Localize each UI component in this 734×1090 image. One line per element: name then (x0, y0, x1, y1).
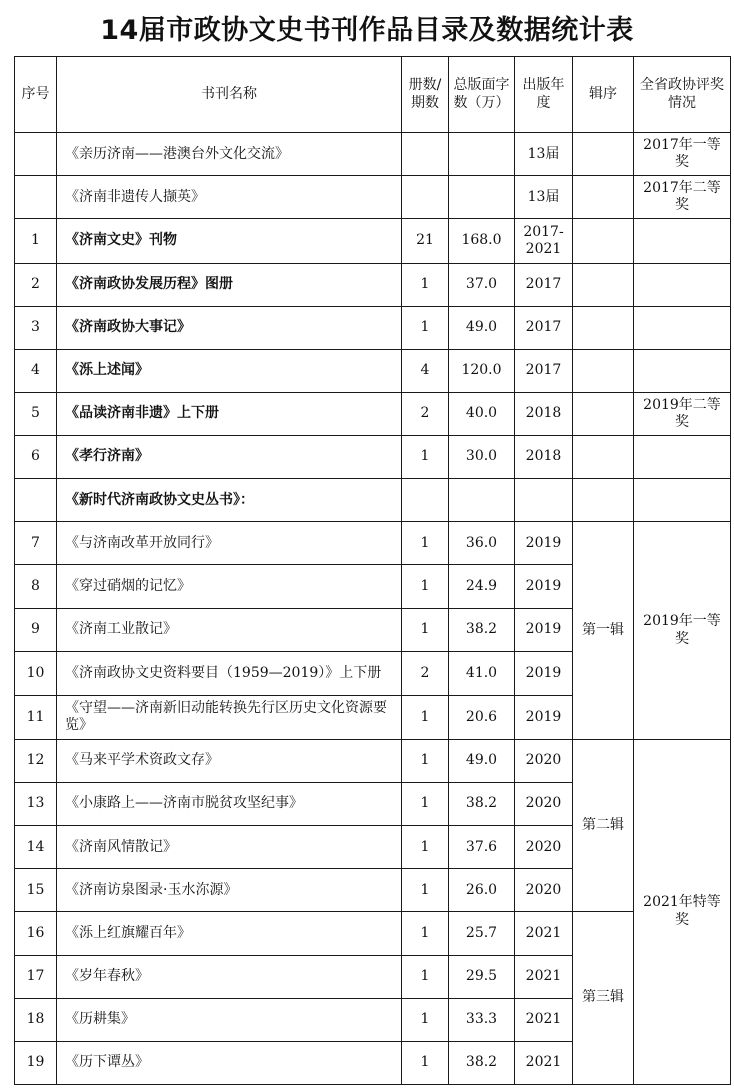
cell-series (573, 349, 634, 392)
cell-words: 37.6 (449, 826, 515, 869)
cell-words: 38.2 (449, 608, 515, 651)
cell-words: 30.0 (449, 436, 515, 479)
cell-name: 《与济南改革开放同行》 (57, 522, 402, 565)
cell-words: 49.0 (449, 306, 515, 349)
cell-volumes: 1 (402, 565, 449, 608)
cell-award (634, 436, 731, 479)
header-words: 总版面字数（万） (449, 57, 515, 133)
cell-series (573, 479, 634, 522)
cell-words (449, 176, 515, 219)
cell-seq: 7 (15, 522, 57, 565)
cell-words: 120.0 (449, 349, 515, 392)
cell-series-merged: 第二辑 (573, 739, 634, 912)
cell-seq: 14 (15, 826, 57, 869)
cell-volumes: 1 (402, 998, 449, 1041)
cell-words: 40.0 (449, 392, 515, 435)
cell-seq: 13 (15, 783, 57, 826)
cell-award-merged: 2021年特等奖 (634, 739, 731, 1084)
cell-name: 《济南工业散记》 (57, 608, 402, 651)
cell-words: 29.5 (449, 955, 515, 998)
table-row (15, 133, 731, 176)
table-row (15, 912, 731, 955)
cell-year: 2018 (515, 436, 573, 479)
cell-volumes: 1 (402, 826, 449, 869)
cell-words: 25.7 (449, 912, 515, 955)
cell-seq: 4 (15, 349, 57, 392)
cell-year: 2021 (515, 998, 573, 1041)
cell-award-merged: 2019年一等奖 (634, 522, 731, 740)
cell-name: 《济南政协文史资料要目（1959—2019）》上下册 (57, 651, 402, 695)
header-seq: 序号 (15, 57, 57, 133)
cell-name: 《孝行济南》 (57, 436, 402, 479)
cell-name: 《亲历济南——港澳台外文化交流》 (57, 133, 402, 176)
header-volumes: 册数/期数 (402, 57, 449, 133)
cell-series-merged: 第三辑 (573, 912, 634, 1085)
cell-series (573, 219, 634, 263)
cell-year: 13届 (515, 176, 573, 219)
cell-award (634, 479, 731, 522)
cell-year: 2017 (515, 306, 573, 349)
cell-year: 2017 (515, 263, 573, 306)
cell-name: 《品读济南非遗》上下册 (57, 392, 402, 435)
cell-seq: 2 (15, 263, 57, 306)
cell-volumes: 1 (402, 695, 449, 739)
cell-words: 26.0 (449, 869, 515, 912)
header-award: 全省政协评奖情况 (634, 57, 731, 133)
cell-words: 37.0 (449, 263, 515, 306)
cell-series (573, 436, 634, 479)
cell-year: 2021 (515, 955, 573, 998)
cell-words: 38.2 (449, 783, 515, 826)
cell-year: 2019 (515, 695, 573, 739)
cell-award: 2017年一等奖 (634, 133, 731, 176)
cell-name: 《历耕集》 (57, 998, 402, 1041)
cell-words: 24.9 (449, 565, 515, 608)
table-row (15, 349, 731, 392)
cell-volumes: 1 (402, 263, 449, 306)
cell-name: 《新时代济南政协文史丛书》： (57, 479, 402, 522)
page-title: 14届市政协文史书刊作品目录及数据统计表 (100, 15, 634, 46)
cell-seq: 17 (15, 955, 57, 998)
cell-volumes: 1 (402, 783, 449, 826)
cell-name: 《历下谭丛》 (57, 1041, 402, 1084)
cell-volumes: 4 (402, 349, 449, 392)
header-row (15, 57, 731, 133)
cell-name: 《小康路上——济南市脱贫攻坚纪事》 (57, 783, 402, 826)
table-row (15, 176, 731, 219)
cell-name: 《守望——济南新旧动能转换先行区历史文化资源要览》 (57, 695, 402, 739)
cell-year (515, 479, 573, 522)
catalog-table-wrapper (14, 56, 730, 1085)
cell-name: 《马来平学术资政文存》 (57, 739, 402, 782)
cell-words (449, 479, 515, 522)
cell-name: 《济南风情散记》 (57, 826, 402, 869)
cell-name: 《泺上述闻》 (57, 349, 402, 392)
cell-seq: 16 (15, 912, 57, 955)
cell-words: 168.0 (449, 219, 515, 263)
cell-name: 《岁年春秋》 (57, 955, 402, 998)
cell-series (573, 133, 634, 176)
cell-volumes: 1 (402, 608, 449, 651)
cell-award (634, 263, 731, 306)
cell-volumes: 1 (402, 306, 449, 349)
table-row (15, 479, 731, 522)
table-row (15, 436, 731, 479)
cell-words: 36.0 (449, 522, 515, 565)
catalog-table (14, 56, 731, 1085)
cell-name: 《济南政协大事记》 (57, 306, 402, 349)
cell-seq: 8 (15, 565, 57, 608)
cell-volumes: 21 (402, 219, 449, 263)
cell-year: 2020 (515, 783, 573, 826)
cell-year: 2020 (515, 869, 573, 912)
cell-volumes: 2 (402, 651, 449, 695)
cell-series (573, 263, 634, 306)
cell-seq: 1 (15, 219, 57, 263)
cell-year: 2021 (515, 912, 573, 955)
cell-volumes: 1 (402, 869, 449, 912)
cell-words: 20.6 (449, 695, 515, 739)
cell-volumes: 2 (402, 392, 449, 435)
table-row (15, 392, 731, 435)
cell-year: 2018 (515, 392, 573, 435)
cell-seq: 3 (15, 306, 57, 349)
cell-seq: 18 (15, 998, 57, 1041)
cell-volumes: 1 (402, 1041, 449, 1084)
cell-award (634, 219, 731, 263)
cell-seq: 5 (15, 392, 57, 435)
cell-year: 13届 (515, 133, 573, 176)
cell-year: 2017-2021 (515, 219, 573, 263)
cell-year: 2020 (515, 826, 573, 869)
table-row (15, 522, 731, 565)
cell-volumes (402, 133, 449, 176)
cell-year: 2021 (515, 1041, 573, 1084)
cell-series (573, 306, 634, 349)
cell-series (573, 176, 634, 219)
cell-words: 38.2 (449, 1041, 515, 1084)
cell-seq: 6 (15, 436, 57, 479)
cell-seq (15, 133, 57, 176)
cell-name: 《济南非遗传人撷英》 (57, 176, 402, 219)
cell-seq: 9 (15, 608, 57, 651)
cell-award: 2017年二等奖 (634, 176, 731, 219)
cell-words (449, 133, 515, 176)
cell-seq (15, 176, 57, 219)
table-row (15, 263, 731, 306)
cell-seq: 12 (15, 739, 57, 782)
table-row (15, 739, 731, 782)
cell-name: 《济南政协发展历程》图册 (57, 263, 402, 306)
cell-volumes: 1 (402, 955, 449, 998)
cell-series-merged: 第一辑 (573, 522, 634, 740)
cell-name: 《济南文史》刊物 (57, 219, 402, 263)
cell-words: 41.0 (449, 651, 515, 695)
cell-award (634, 306, 731, 349)
cell-year: 2017 (515, 349, 573, 392)
cell-award (634, 349, 731, 392)
cell-year: 2019 (515, 651, 573, 695)
cell-volumes (402, 176, 449, 219)
cell-year: 2019 (515, 608, 573, 651)
cell-award: 2019年二等奖 (634, 392, 731, 435)
cell-words: 33.3 (449, 998, 515, 1041)
cell-seq (15, 479, 57, 522)
cell-year: 2019 (515, 565, 573, 608)
cell-series (573, 392, 634, 435)
cell-seq: 19 (15, 1041, 57, 1084)
cell-volumes: 1 (402, 912, 449, 955)
cell-volumes: 1 (402, 739, 449, 782)
cell-seq: 10 (15, 651, 57, 695)
header-series: 辑序 (573, 57, 634, 133)
cell-name: 《穿过硝烟的记忆》 (57, 565, 402, 608)
table-row (15, 306, 731, 349)
header-year: 出版年度 (515, 57, 573, 133)
cell-year: 2019 (515, 522, 573, 565)
cell-year: 2020 (515, 739, 573, 782)
header-name: 书刊名称 (57, 57, 402, 133)
cell-seq: 11 (15, 695, 57, 739)
cell-volumes: 1 (402, 522, 449, 565)
cell-name: 《济南访泉图录·玉水沵源》 (57, 869, 402, 912)
cell-volumes: 1 (402, 436, 449, 479)
cell-seq: 15 (15, 869, 57, 912)
cell-volumes (402, 479, 449, 522)
cell-name: 《泺上红旗耀百年》 (57, 912, 402, 955)
cell-words: 49.0 (449, 739, 515, 782)
table-row (15, 219, 731, 263)
